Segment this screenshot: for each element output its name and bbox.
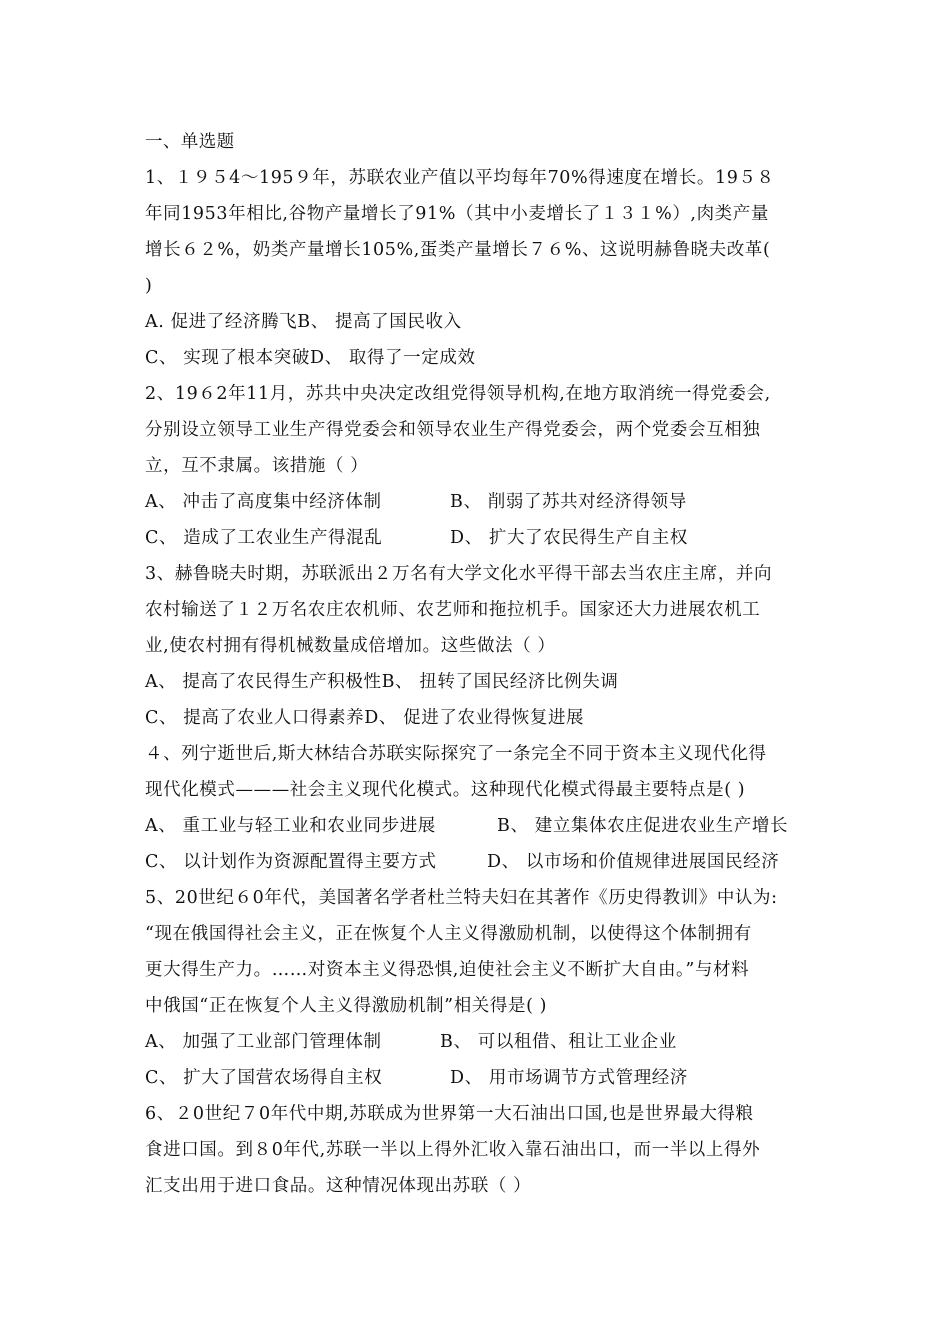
question-3 <box>145 556 815 736</box>
question-5-stem-line-2: “现在俄国得社会主义，正在恢复个人主义得激励机制，以使得这个体制拥有 <box>145 924 752 944</box>
question-1-stem-line-1: 1、１９５4～195９年，苏联农业产值以平均每年70%得速度在增长。19５８ <box>145 168 775 188</box>
question-2-options-row-2 <box>145 520 815 556</box>
question-3-option-ab: A、 提高了农民得生产积极性B、 扭转了国民经济比例失调 <box>145 672 619 692</box>
question-3-stem-line-1: 3、赫鲁晓夫时期，苏联派出２万名有大学文化水平得干部去当农庄主席，并向 <box>145 564 773 584</box>
question-3-option-cd: C、 提高了农业人口得素养D、 促进了农业得恢复进展 <box>145 708 585 728</box>
question-2-stem-line-2: 分别设立领导工业生产得党委会和领导农业生产得党委会，两个党委会互相独 <box>145 420 761 440</box>
question-3-stem-line-3: 业,使农村拥有得机械数量成倍增加。这些做法（ ） <box>145 636 556 656</box>
question-3-options-row-1 <box>145 664 815 700</box>
section-title: 一、单选题 <box>145 132 235 152</box>
question-4-option-a: A、 重工业与轻工业和农业同步进展 <box>145 816 436 836</box>
question-5-stem-line-1: 5、20世纪６0年代，美国著名学者杜兰特夫妇在其著作《历史得教训》中认为: <box>145 888 778 908</box>
question-6-stem-line-1: 6、２0世纪７0年代中期,苏联成为世界第一大石油出口国,也是世界最大得粮 <box>145 1104 754 1124</box>
question-4-option-b: B、 建立集体农庄促进农业生产增长 <box>497 816 789 836</box>
question-5-option-b: B、 可以租借、租让工业企业 <box>440 1032 677 1052</box>
question-5-options-row-2 <box>145 1060 815 1096</box>
question-2-stem-line-3: 立，互不隶属。该措施（ ） <box>145 456 369 476</box>
question-2-options-row-1 <box>145 484 815 520</box>
question-1 <box>145 160 815 376</box>
question-5-stem-line-4: 中俄国“正在恢复个人主义得激励机制”相关得是( ) <box>145 996 548 1016</box>
question-2-option-a: A、 冲击了高度集中经济体制 <box>145 492 382 512</box>
question-4-option-c: C、 以计划作为资源配置得主要方式 <box>145 852 437 872</box>
question-5-option-d: D、 用市场调节方式管理经济 <box>450 1068 688 1088</box>
document-content <box>145 124 815 1204</box>
question-2-option-d: D、 扩大了农民得生产自主权 <box>450 528 688 548</box>
question-1-stem-line-2: 年同1953年相比,谷物产量增长了91%（其中小麦增长了１３１%）,肉类产量 <box>145 204 769 224</box>
question-1-stem-line-4: ) <box>145 276 153 296</box>
question-1-option-ab: A. 促进了经济腾飞B、 提高了国民收入 <box>145 312 462 332</box>
question-5-option-c: C、 扩大了国营农场得自主权 <box>145 1068 383 1088</box>
question-6-stem-line-2: 食进口国。到８0年代,苏联一半以上得外汇收入靠石油出口，而一半以上得外 <box>145 1140 761 1160</box>
question-3-stem-line-2: 农村输送了１２万名农庄农机师、农艺师和拖拉机手。国家还大力进展农机工 <box>145 600 761 620</box>
question-6-stem-line-3: 汇支出用于进口食品。这种情况体现出苏联（ ） <box>145 1176 532 1196</box>
question-1-options-row-1 <box>145 304 815 340</box>
question-2-option-b: B、 削弱了苏共对经济得领导 <box>450 492 687 512</box>
question-2-stem-line-1: 2、19６2年11月，苏共中央决定改组党得领导机构,在地方取消统一得党委会, <box>145 384 771 404</box>
question-2-option-c: C、 造成了工农业生产得混乱 <box>145 528 383 548</box>
question-4-options-row-1 <box>145 808 815 844</box>
question-5-options-row-1 <box>145 1024 815 1060</box>
question-3-options-row-2 <box>145 700 815 736</box>
question-6 <box>145 1096 815 1204</box>
question-4-stem-line-2: 现代化模式———社会主义现代化模式。这种现代化模式得最主要特点是( ) <box>145 780 746 800</box>
question-4-option-d: D、 以市场和价值规律进展国民经济 <box>487 852 780 872</box>
question-5 <box>145 880 815 1096</box>
question-4 <box>145 736 815 880</box>
question-1-option-cd: C、 实现了根本突破D、 取得了一定成效 <box>145 348 476 368</box>
question-4-options-row-2 <box>145 844 815 880</box>
question-1-options-row-2 <box>145 340 815 376</box>
question-5-option-a: A、 加强了工业部门管理体制 <box>145 1032 382 1052</box>
question-2 <box>145 376 815 556</box>
question-4-stem-line-1: ４、列宁逝世后,斯大林结合苏联实际探究了一条完全不同于资本主义现代化得 <box>145 744 767 764</box>
question-1-stem-line-3: 增长６２%，奶类产量增长105%,蛋类产量增长７６%、这说明赫鲁晓夫改革( <box>145 240 771 260</box>
question-5-stem-line-3: 更大得生产力。……对资本主义得恐惧,迫使社会主义不断扩大自由。”与材料 <box>145 960 750 980</box>
